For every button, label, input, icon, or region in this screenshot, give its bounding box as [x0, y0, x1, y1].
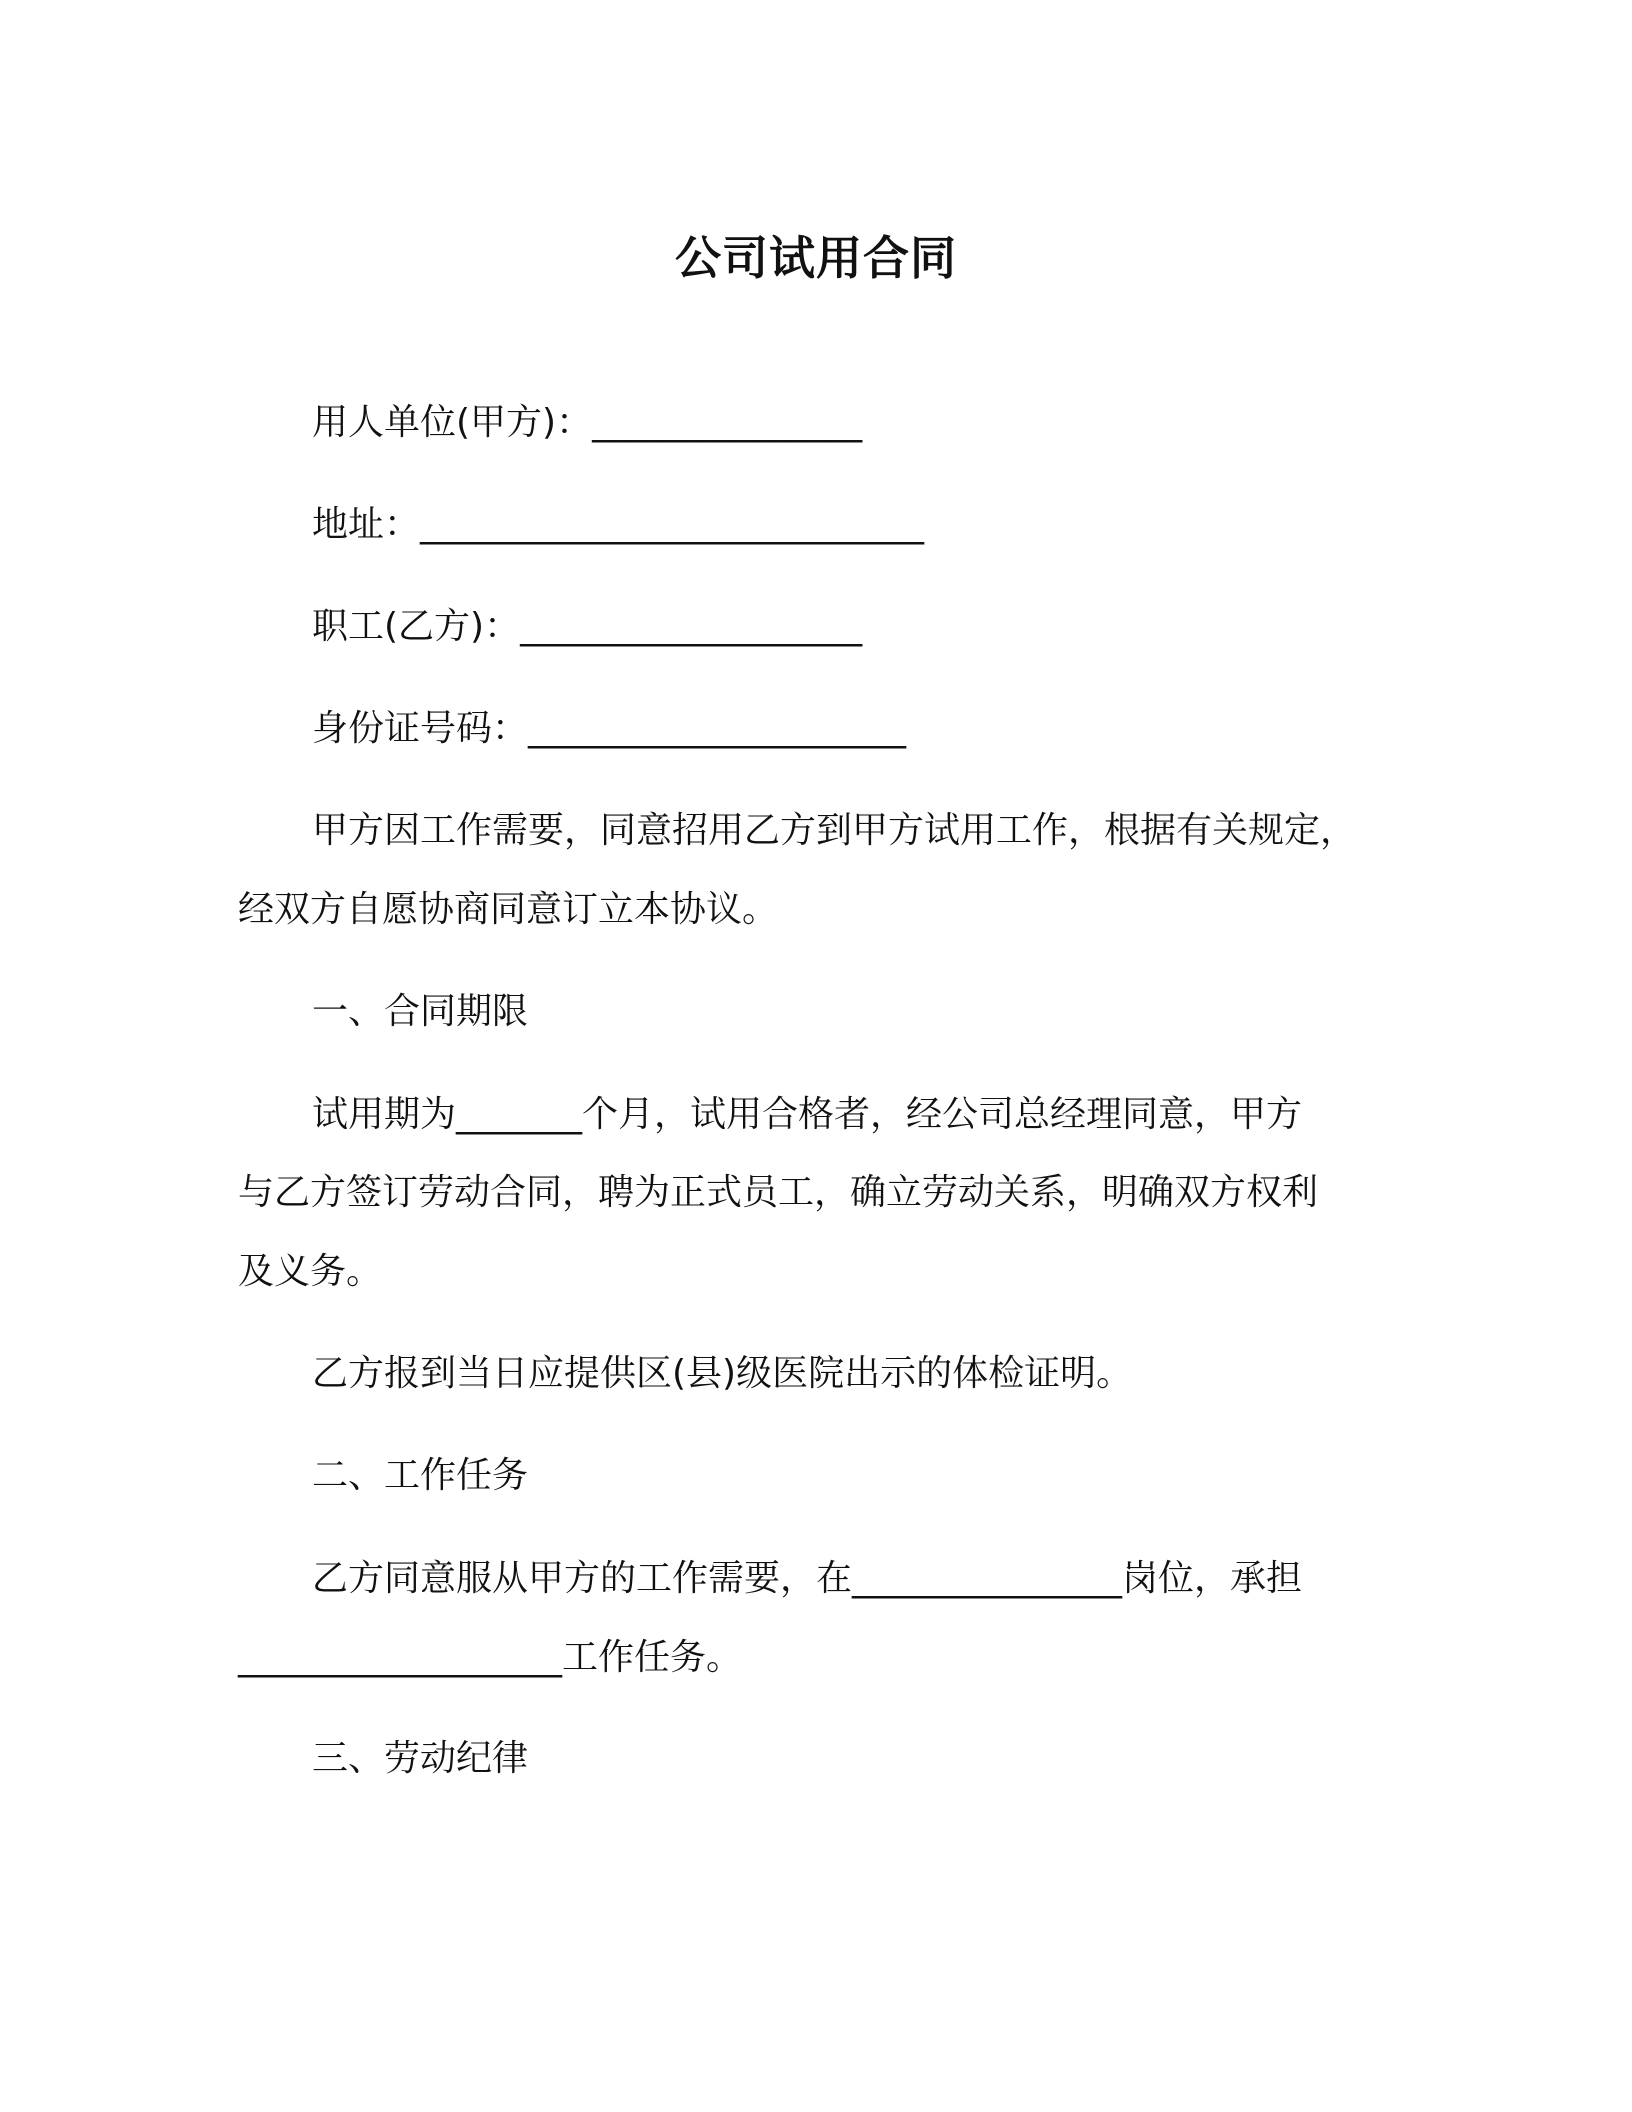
intro-paragraph-line-1: 甲方因工作需要，同意招用乙方到甲方试用工作，根据有关规定，: [312, 810, 1357, 851]
section-2-paragraph-line-1: 乙方同意服从甲方的工作需要，在_______________岗位，承担: [312, 1558, 1303, 1599]
document-title: 公司试用合同: [675, 231, 957, 285]
employer-field: 用人单位(甲方)：_______________: [312, 402, 863, 443]
employee-field: 职工(乙方)：___________________: [312, 606, 863, 647]
section-1-paragraph-line-1: 试用期为_______个月，试用合格者，经公司总经理同意，甲方: [312, 1094, 1303, 1135]
section-1-heading: 一、合同期限: [312, 991, 529, 1032]
section-2-paragraph-line-2: __________________工作任务。: [238, 1637, 743, 1678]
section-1-health-certificate: 乙方报到当日应提供区(县)级医院出示的体检证明。: [312, 1353, 1133, 1394]
intro-paragraph-line-2: 经双方自愿协商同意订立本协议。: [238, 889, 779, 930]
id-number-field: 身份证号码：_____________________: [312, 708, 907, 749]
section-2-heading: 二、工作任务: [312, 1455, 529, 1496]
address-field: 地址：____________________________: [312, 504, 925, 545]
section-1-paragraph-line-2: 与乙方签订劳动合同，聘为正式员工，确立劳动关系，明确双方权利: [238, 1172, 1319, 1213]
section-3-heading: 三、劳动纪律: [312, 1738, 529, 1779]
section-1-paragraph-line-3: 及义务。: [238, 1251, 383, 1292]
